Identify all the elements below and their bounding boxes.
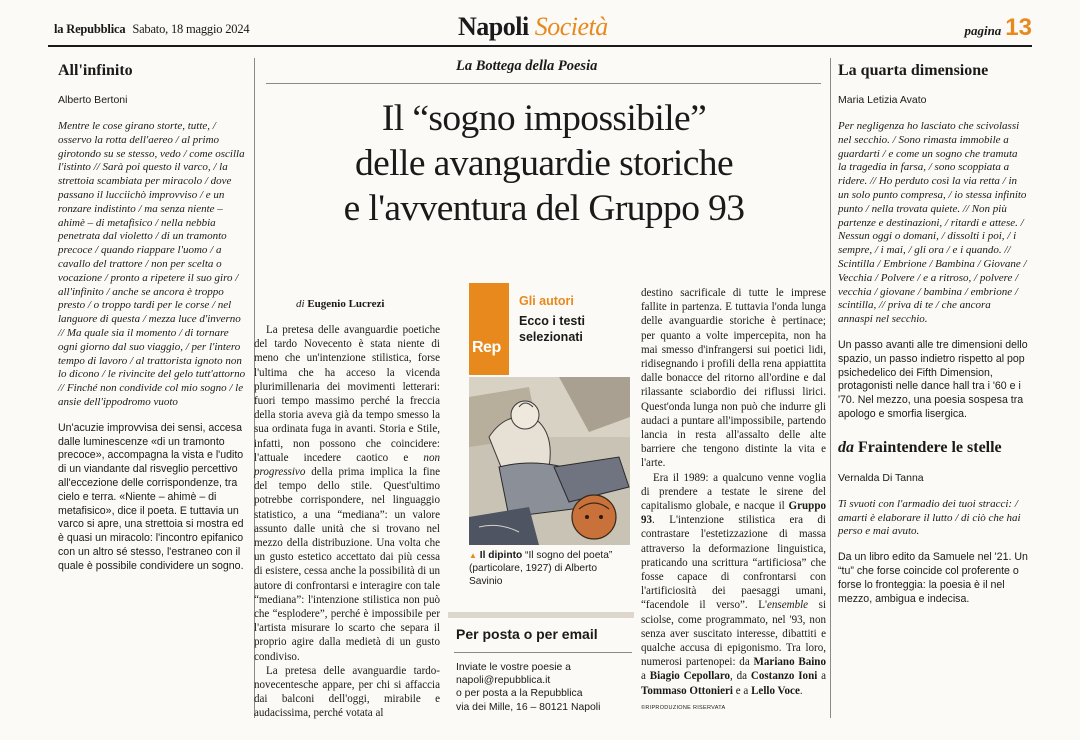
article-paragraph bbox=[641, 471, 826, 698]
byline bbox=[296, 298, 384, 310]
rubric-rule bbox=[266, 83, 821, 84]
poem-text: Mentre le cose girano storte, tutte, / osservo la rotta dell'aereo / al primo girotondo su se stesso, vedo / come oscilla l'istinto // Sarà poi questo il varco, / la strettoia scambiata per miracolo / dove passano il lucciichò improvviso / e un ronzare indistinto / ma senza niente – ahimè – di metafisico / nella nebbia penetrata dal violetto / di un tramonto precoce / quando riappare l'uomo / a cavallo del trattore / non per scelta o vocazione / pronto a ripetere il suo giro / all'infinito / anche se ancora è troppo presto / o troppo tardi per le corse / nel languore di questa / mezza luce d'inverno // Ma quale sia il momento / di tornare ogni giorno dal suo viaggio, / per l'intero tempo di lavoro / al trattorista ignoto non lo dicono / le rivincite del gelo tutt'attorno // Finché non condivide col mio sogno / le ansie dell'ippodromo vuoto bbox=[58, 120, 246, 408]
article-text: . bbox=[799, 684, 803, 697]
authors-kicker: Gli autori bbox=[519, 294, 574, 308]
painting-caption bbox=[469, 550, 631, 588]
article-text: Era il 1989: a qualcuno venne voglia di prendere a testate le sirene del capitalismo globale, e nacque il bbox=[641, 471, 826, 513]
page-number-value: 13 bbox=[1005, 14, 1032, 41]
article-text: , da bbox=[730, 670, 748, 683]
article-text: si sciolse, come programmato, nel '93, non senza aver suscitato interesse, dibattiti e qualche accusa di epigonismo. Tra loro, numerosi partenopei: da bbox=[641, 599, 827, 669]
poem-author: Alberto Bertoni bbox=[58, 94, 128, 106]
poet-name: Costanzo Ioni bbox=[750, 670, 818, 683]
article-text: della prima implica la fine del tempo dello stile. Quest'ultimo potrebbe corrispondere, nel linguaggio statistico, a una “mediana”: un valore assunto dalle unità che si trovano nel mezzo della distribuzione. Una volta che un gusto estetico accettato dai più cessa di esistere, cessa anche la possibilità di un autore di confrontarsi e interagire con tale “mediana”: l'intenzione stilistica non può che “esplodere”, perché è impossibile per l'artista misurare lo scarto che separa il proprio agire dalla medietà di un gusto condiviso. bbox=[254, 466, 440, 663]
poem-comment: Un'acuzie improvvisa dei sensi, accesa dalle luminescenze «di un tramonto precoce», accompagna la vista e l'udito di un viandante dal risveglio percettivo all'eccezione delle corrispondenze, tra cielo e terra. «Niente – ahimè – di metafisico», dice il poeta. E tuttavia un varco si apre, una strettoia si mostra ed è quasi un miracolo: l'incontro epifanico con un altro sé stesso, l'estraneo con il quale è possibile condividere un sogno. bbox=[58, 421, 244, 572]
second-poem-author: Vernalda Di Tanna bbox=[838, 471, 924, 484]
painting-illustration bbox=[469, 377, 630, 545]
article-emphasis: ensemble bbox=[766, 599, 809, 612]
article-text: e a bbox=[735, 684, 749, 697]
byline-author: Eugenio Lucrezi bbox=[307, 298, 385, 310]
poem-author: Maria Letizia Avato bbox=[838, 94, 927, 106]
article-paragraph bbox=[254, 323, 440, 664]
authors-title: Ecco i testi selezionati bbox=[519, 314, 585, 344]
submission-line: Inviate le vostre poesie a bbox=[456, 662, 571, 673]
section-name: Napoli bbox=[458, 12, 529, 41]
second-poem-text: Ti svuoti con l'armadio dei tuoi stracci: / amarti è elaborare il lutto / di ciò che hai perso e mai avuto. bbox=[838, 497, 1021, 538]
article-text: . L'intenzione stilistica era di contrastare l'estetizzazione di massa attraverso la deformazione linguistica, praticando una scrittura “artificiosa” che fosse capace di confrontarsi con l'artificiosità dei paesaggi umani, “facendole il verso”. L' bbox=[641, 514, 826, 612]
page-number bbox=[964, 14, 1032, 42]
page-header bbox=[48, 10, 1032, 44]
poet-name: Biagio Cepollaro bbox=[649, 670, 731, 683]
column-divider-right bbox=[830, 58, 831, 718]
newspaper-name: la Repubblica bbox=[54, 22, 126, 36]
poet-name: Mariano Baino bbox=[753, 656, 826, 669]
submission-email: napoli@repubblica.it bbox=[456, 675, 551, 687]
headline-line-1: Il “sogno impossibile” bbox=[381, 98, 707, 139]
triangle-icon: ▲ bbox=[469, 551, 477, 560]
copyright-notice: ©RIPRODUZIONE RISERVATA bbox=[641, 704, 726, 711]
rubric-title: La Bottega della Poesia bbox=[456, 58, 598, 74]
second-poem-book: Fraintendere le stelle bbox=[858, 438, 1002, 456]
second-poem-title-prefix: da bbox=[838, 438, 854, 456]
submission-address: via dei Mille, 16 – 80121 Napoli bbox=[456, 701, 601, 713]
authors-box-heading bbox=[519, 294, 629, 345]
byline-prefix: di bbox=[296, 298, 305, 310]
page-label: pagina bbox=[964, 23, 1002, 38]
headline bbox=[270, 96, 818, 231]
subsection-name: Società bbox=[534, 12, 608, 41]
second-poem-comment: Da un libro edito da Samuele nel '21. Un “tu” che forse coincide col proferente o forse lo fronteggia: la poesia è il nel mezzo, ambigua e indecisa. bbox=[838, 551, 1028, 605]
authors-box-header bbox=[453, 283, 630, 375]
painting-image bbox=[469, 377, 630, 545]
poet-name: Lello Voce bbox=[751, 684, 800, 697]
second-poem-title bbox=[838, 438, 1028, 458]
submission-rule bbox=[454, 652, 632, 653]
masthead bbox=[54, 22, 249, 37]
article-text: La pretesa delle avanguardie poetiche del tardo Novecento è stata niente di meno che un'intenzione stilistica, forse l'ultima che ha acceso la vicenda plurimillenaria dei movimenti letterari: fuori tempo massimo perché la freccia della storia aveva già da tempo smesso la sua ordinata fuga in avanti. Storia e Stile, infatti, non possono che coincidere: l'attuale incedere caotico e bbox=[254, 324, 440, 464]
poem-title: La quarta dimensione bbox=[838, 62, 989, 79]
caption-label: Il dipinto bbox=[479, 550, 523, 561]
right-poem-column bbox=[838, 58, 1028, 606]
poem-title: All'infinito bbox=[58, 62, 133, 79]
article-text: a bbox=[641, 670, 646, 683]
article-paragraph: La pretesa delle avanguardie tardo-novecentesche appare, per chi si affaccia dai balconi dell'oggi, mirabile e audacissima, perché votata al bbox=[254, 664, 440, 720]
section-title bbox=[458, 12, 608, 42]
article-text: a bbox=[821, 670, 826, 683]
article-emphasis: non progressivo bbox=[254, 451, 440, 479]
poet-name: Tommaso Ottonieri bbox=[641, 684, 733, 697]
submission-title: Per posta o per email bbox=[456, 626, 598, 642]
article-column-1 bbox=[254, 323, 440, 721]
article-column-2 bbox=[641, 286, 826, 715]
poem-comment: Un passo avanti alle tre dimensioni dello spazio, un passo indietro rispetto al pop psichedelico dei Fifth Dimension, protagonisti nelle dance hall tra i '60 e i '70. Nel mezzo, una poesia sospesa tra apologo e smorfia lisergica. bbox=[838, 338, 1028, 420]
headline-line-2: delle avanguardie storiche bbox=[355, 143, 733, 184]
caption-text: “Il sogno del poeta” (particolare, 1927) di Alberto Savinio bbox=[469, 550, 613, 587]
rep-logo-text: Rep bbox=[472, 339, 501, 356]
header-rule bbox=[48, 45, 1032, 47]
authors-box bbox=[453, 283, 630, 588]
left-poem-column bbox=[58, 58, 246, 574]
submission-text bbox=[456, 661, 634, 714]
issue-date: Sabato, 18 maggio 2024 bbox=[132, 22, 250, 36]
group-name: Gruppo 93 bbox=[641, 500, 826, 527]
submission-line: o per posta a la Repubblica bbox=[456, 688, 583, 700]
headline-line-3: e l'avventura del Gruppo 93 bbox=[343, 188, 745, 229]
article-paragraph: destino sacrificale di tutte le imprese fallite in partenza. E tuttavia l'onda lunga delle avanguardie storiche è pertinace; per quanto a volte impercepita, non ha mai smesso d'infrangersi sui poetici lidi, ridisegnando i profili della rena appiattita dalle bonacce del ritorno all'ordine e dal rilassante sciabordio dei riflussi lirici. Quest'onda lunga non può che indurre gli audaci a puntare all'impossibile, partendo lancia in resta all'assalto delle alte barriere che tengono distinte la vita e l'arte. bbox=[641, 287, 826, 470]
rep-logo bbox=[469, 283, 509, 375]
submission-box bbox=[448, 612, 634, 714]
poem-text: Per negligenza ho lasciato che scivolassi nel secchio. / Sono rimasta immobile a guardarti / e come un sogno che tramuta la tragedia in farsa, / sono scoppiata a ridere. // Ho perduto così la via retta / in un solo punto compresa, / io stessa infinito punto / nella trovata quiete. // Non più partenze e destinazioni, / ritardi e attese. / Nessun oggi o domani, / dissolti i poi, / i sempre, / i mai, / gli ora / e i quando. // Scintilla / Embrione / Bambina / Giovane / Vecchia / Polvere / e a ritroso, / polvere / vecchia / giovane / bambina / embrione / scintilla, // priva di te / che ancora annaspi nel secchio. bbox=[838, 120, 1027, 326]
